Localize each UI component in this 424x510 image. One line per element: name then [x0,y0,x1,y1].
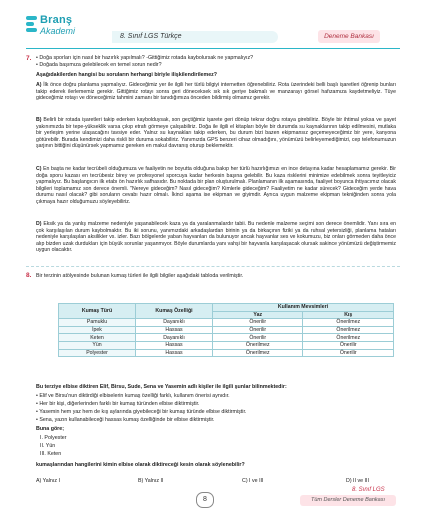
cell-type: Keten [59,334,136,342]
option-text: En başta ne kadar tecrübeli olduğumuza ve faaliyetin ne boyutta olduğuna bakıp her türlü hazırlığımızı en ince detayına kadar hesaplamamız gerekir. Bir doğa sporu kazası en tecrübesiz birey ve profesyonel sporcuya kadar herkesin başına gelebilir. Bu kaza risklerini minimize edebilmek sonra teyitleyiciz yapmalıyız. Bu başlangıcın ilk etabı ön hazırlık safhasıdır. Bu noktada bir plan oluşturulmalı. Planlamanın ilk aşamasında, faaliyet boyunca ihtiyacımız olacak bilgileri toplamamız son derece önemli. "Nereye gideceğim? Nasıl gideceğim? Kimlerle gideceğim? Faaliyetim ne kadar sürecek? Gideceğim yerde hava durumu nasıl olacak? gibi soruların cevabı hazır olmalı. İkinci aşama ise ekipman ve giyimdir. Ayrıca uygun malzeme ekipman tekniğinden sonra yola çıkmaya hazır olduğumuzu söyleyebiliriz. [36,166,396,205]
answer-b[interactable]: B) Yalnız II [138,478,164,484]
cell-winter: Önerilir [303,341,394,349]
cell-feature: Dayanıklı [136,319,213,327]
question-8-fact: • Her bir kişi, diğerlerinden farklı bir kumaş türünden elbise diktirmiştir. [36,401,200,407]
cell-feature: Dayanıklı [136,334,213,342]
option-letter: B) [36,117,42,123]
question-7-bullet: • Doğada başımıza gelebilecek en temel sorun nedir? [36,61,162,68]
footer-tag-bottom: Tüm Dersler Deneme Bankası [300,495,396,506]
table-row [59,349,394,357]
table-header-season: Kullanım Mevsimleri [213,304,394,312]
question-8-context: Bu terziye elbise diktiren Elif, Birsu, Sude, Sena ve Yasemin adlı kişiler ile ilgili şunlar bilinmektedir: [36,384,287,390]
cell-winter: Önerilmez [303,319,394,327]
cell-type: Pamuklu [59,319,136,327]
option-letter: A) [36,82,42,88]
footer-tag-top: 8. Sınıf LGS [352,487,385,493]
option-text: İlk önce doğru planlama yapmalıyız. Gideceğimiz yer ile ilgili her türlü bilgiyi internetten öğrenebiliriz. Rota üzerindeki belli başlı işaretleri öğrenip bunları takip ederek ilerlememiz gerekir. Gittiğimiz rotayı sonra geri döneceksek sık sık geriye bakmalı ve manzarayı görsel hafızamıza kaydetmeliyiz. Tüye gideceğimiz rotayı ve döneceğimiz tahmini zamanı bir tanıdığımıza önceden bildirmiş olmamız gerekir. [36,82,396,102]
answer-a[interactable]: A) Yalnız I [36,478,60,484]
table-row [59,319,394,327]
cell-winter: Önerilmez [303,326,394,334]
option-text: Eksik ya da yanlış malzeme nedeniyle yaşanabilecek kaza ya da yaralanmalardır tabii. Bu nedenle malzeme seçimi son derece önemlidir. Yanı sıra en çok karşılaşılan durum kaybolmaktır. Bu iki sorunu, yanımızdaki arkadaşlardan birinin ya da birkaçının fiziki ya da ruhsal yetersizliği, planlama hataları nedeniyle karşılaşılan aksilikler vs. izler. Bazı bölgelerde yaban hayvanları da bulunuyor ancak hayvanlar ses ve kokumuzu, biz onları görmeden daha önce alıp bizden uzak durdukları için büyük sorunlar yaşanmıyor. Böyle durumlarda yanı vahşi bir hayvanla karşılaşacak olursak sakince yönümüzü değiştirmemiz uygun olacaktır. [36,221,396,254]
table-header-feature: Kumaş Özelliği [136,304,213,319]
answer-c[interactable]: C) I ve III [242,478,264,484]
cell-winter: Önerilir [303,349,394,357]
question-7-option-a[interactable] [36,82,396,102]
fabric-table [58,303,394,357]
question-8-number: 8. [26,272,32,279]
question-7-option-d[interactable] [36,221,396,254]
cell-summer: Önerilir [213,326,303,334]
cell-type: Yün [59,341,136,349]
cell-summer: Önerilmez [213,349,303,357]
question-8-fact: • Sena, yazın kullanabileceği hassas kumaş özelliğinde bir elbise diktirmiştir. [36,417,215,423]
cell-summer: Önerilmez [213,341,303,349]
table-header-type: Kumaş Türü [59,304,136,319]
header-title: 8. Sınıf LGS Türkçe [120,33,182,40]
table-header-winter: Kış [303,311,394,319]
page-number: 8 [196,492,214,508]
question-8-intro: Bir terzinin atölyesinde bulunan kumaş türleri ile ilgili bilgiler aşağıdaki tabloda verilmiştir. [36,273,244,279]
header-divider [26,48,400,49]
question-7-option-c[interactable] [36,166,396,205]
question-8-buna-gore: Buna göre; [36,426,64,432]
cell-summer: Önerilir [213,319,303,327]
question-8-fact: • Elif ve Birsu'nun diktirdiği elbiselerin kumaş özelliği farklı, kullanım önerisi aynıdır. [36,393,230,399]
brand-name-top: Branş [40,14,73,26]
cell-winter: Önerilmez [303,334,394,342]
question-7-prompt: Aşağıdakilerden hangisi bu soruların herhangi biriyle ilişkilendirilemez? [36,72,218,78]
table-row [59,334,394,342]
question-7-option-b[interactable] [36,117,396,150]
question-8-fact: • Yasemin hem yaz hem de kış aylarında giyebileceği bir kumaş türünde elbise diktirmiştir. [36,409,247,415]
question-7-bullets [36,55,253,68]
question-divider [26,266,400,267]
question-8-item: II. Yün [40,443,56,449]
table-row [59,326,394,334]
question-8-item: III. Keten [40,451,62,457]
question-7-number: 7. [26,55,32,62]
question-8-item: I. Polyester [40,435,67,441]
answer-d[interactable]: D) II ve III [346,478,369,484]
cell-type: İpek [59,326,136,334]
cell-type: Polyester [59,349,136,357]
option-letter: D) [36,221,42,227]
logo-mark-icon [26,16,37,36]
option-letter: C) [36,166,42,172]
brand-logo [26,14,106,40]
table-row [59,341,394,349]
table-header-summer: Yaz [213,311,303,319]
header-tag: Deneme Bankası [318,30,380,43]
question-7-bullet: • Doğa sporları için nasıl bir hazırlık yapılmalı? -Gittiğimiz rotada kaybolursak ne yapmalıyız? [36,55,254,61]
cell-summer: Önerilir [213,334,303,342]
cell-feature: Hassas [136,349,213,357]
cell-feature: Hassas [136,341,213,349]
question-8-final: kumaşlarından hangilerini kimin elbise olarak diktireceği kesin olarak söylenebilir? [36,462,245,468]
option-text: Belirli bir rotada işaretleri takip ederken kaybolduysak, son geçtiğimiz işarete geri dönüp tekrar doğru rotaya girebiliriz. Böyle bir ihtimal yoksa ve şayet yakınımızda bir tepe-yükseklik varsa çıkıp etrafı görmeye çalışabiliriz. Doğa ile ilgili el kitapları böyle bir durumda su kaynaklarının takip edilmesini, mutlaka bir yerleşim yerine ulaşacağını tavsiye eder. Yalnız su kaynakları takip ederken, bu durum bizi bazen ekipmansız geçemeyeceğimiz bir yere, kanyona götürebilir. Burada kendimizi daha riskli bir duruma sokabiliriz. Yanımızda GPS benzeri cihaz olmadığını, yönümüzü belirleyemediğimizi, cep telefonumuzun şarjının bittiğini düşünürsek yapmamız gereken en makul davranış oturup beklemektir. [36,117,396,150]
cell-feature: Hassas [136,326,213,334]
brand-name-bottom: Akademi [40,26,76,36]
